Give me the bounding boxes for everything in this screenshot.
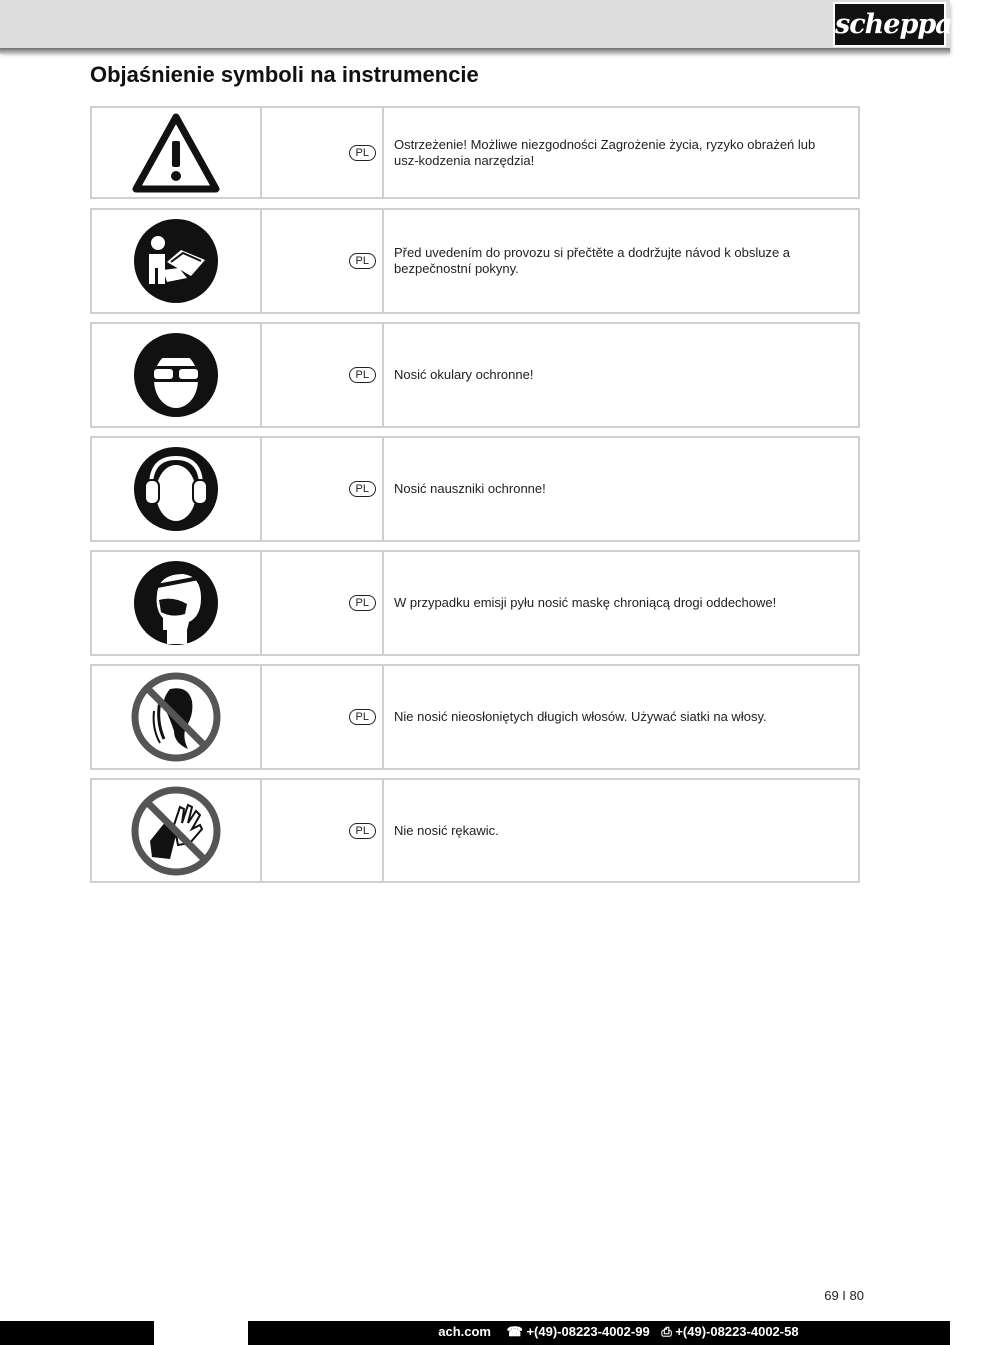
symbol-row-goggles: [90, 322, 860, 428]
page-title: Objaśnienie symboli na instrumencie: [90, 62, 479, 87]
symbol-description: Ostrzeżenie! Możliwe niezgodności Zagrożenie życia, ryzyko obrażeń lub usz-kodzenia narzędzia!: [394, 136, 816, 168]
symbol-description: W przypadku emisji pyłu nosić maskę chroniącą drogi oddechowe!: [394, 595, 777, 610]
symbol-icon-cell: [92, 210, 262, 312]
symbol-icon-cell: [92, 438, 262, 540]
language-badge: PL: [349, 709, 376, 725]
fax-icon: ⎙: [661, 1324, 672, 1339]
symbol-icon-cell: [92, 666, 262, 768]
symbol-icon-cell: [92, 108, 262, 197]
language-cell: [262, 324, 384, 426]
header-band: [0, 0, 950, 50]
symbol-description: Nosić okulary ochronne!: [394, 367, 534, 382]
ear-protection-icon: [133, 446, 219, 532]
warning-triangle-icon: [132, 113, 220, 193]
language-cell: [262, 108, 384, 197]
no-gloves-icon: [130, 785, 222, 877]
language-cell: [262, 438, 384, 540]
dust-mask-icon: [133, 560, 219, 646]
language-badge: PL: [349, 595, 376, 611]
page-number: 69 I 80: [824, 1288, 864, 1303]
read-manual-icon: [133, 218, 219, 304]
symbol-icon-cell: [92, 552, 262, 654]
brand-logo: scheppach: [833, 2, 946, 47]
safety-goggles-icon: [133, 332, 219, 418]
symbol-description: Nie nosić nieosłoniętych długich włosów. Używać siatki na włosy.: [394, 709, 767, 724]
footer-website: ach.com: [438, 1324, 491, 1339]
symbol-description: Nosić nauszniki ochronne!: [394, 481, 546, 496]
language-badge: PL: [349, 367, 376, 383]
language-cell: [262, 210, 384, 312]
footer-phone: +(49)-08223-4002-99: [526, 1324, 650, 1339]
header-shadow: [0, 48, 950, 54]
symbol-row-no-long-hair: [90, 664, 860, 770]
symbol-description: Před uvedením do provozu si přečtěte a dodržujte návod k obsluze a bezpečnostní pokyny.: [394, 245, 791, 276]
footer-gap: [154, 1321, 248, 1345]
symbol-row-warning: [90, 106, 860, 199]
footer-fax: +(49)-08223-4002-58: [675, 1324, 799, 1339]
language-badge: PL: [349, 481, 376, 497]
symbol-description: Nie nosić rękawic.: [394, 822, 499, 838]
symbol-row-dust-mask: [90, 550, 860, 656]
no-long-hair-icon: [130, 671, 222, 763]
language-badge: PL: [349, 145, 376, 161]
language-cell: [262, 552, 384, 654]
language-badge: PL: [349, 253, 376, 269]
language-cell: [262, 666, 384, 768]
symbol-icon-cell: [92, 324, 262, 426]
phone-icon: ☎: [506, 1324, 523, 1339]
symbol-row-ear-protection: [90, 436, 860, 542]
symbol-icon-cell: [92, 780, 262, 881]
language-badge: PL: [349, 823, 376, 839]
symbol-row-read-manual: [90, 208, 860, 314]
symbol-row-no-gloves: [90, 778, 860, 883]
footer-contact: [248, 1321, 950, 1345]
language-cell: [262, 780, 384, 881]
